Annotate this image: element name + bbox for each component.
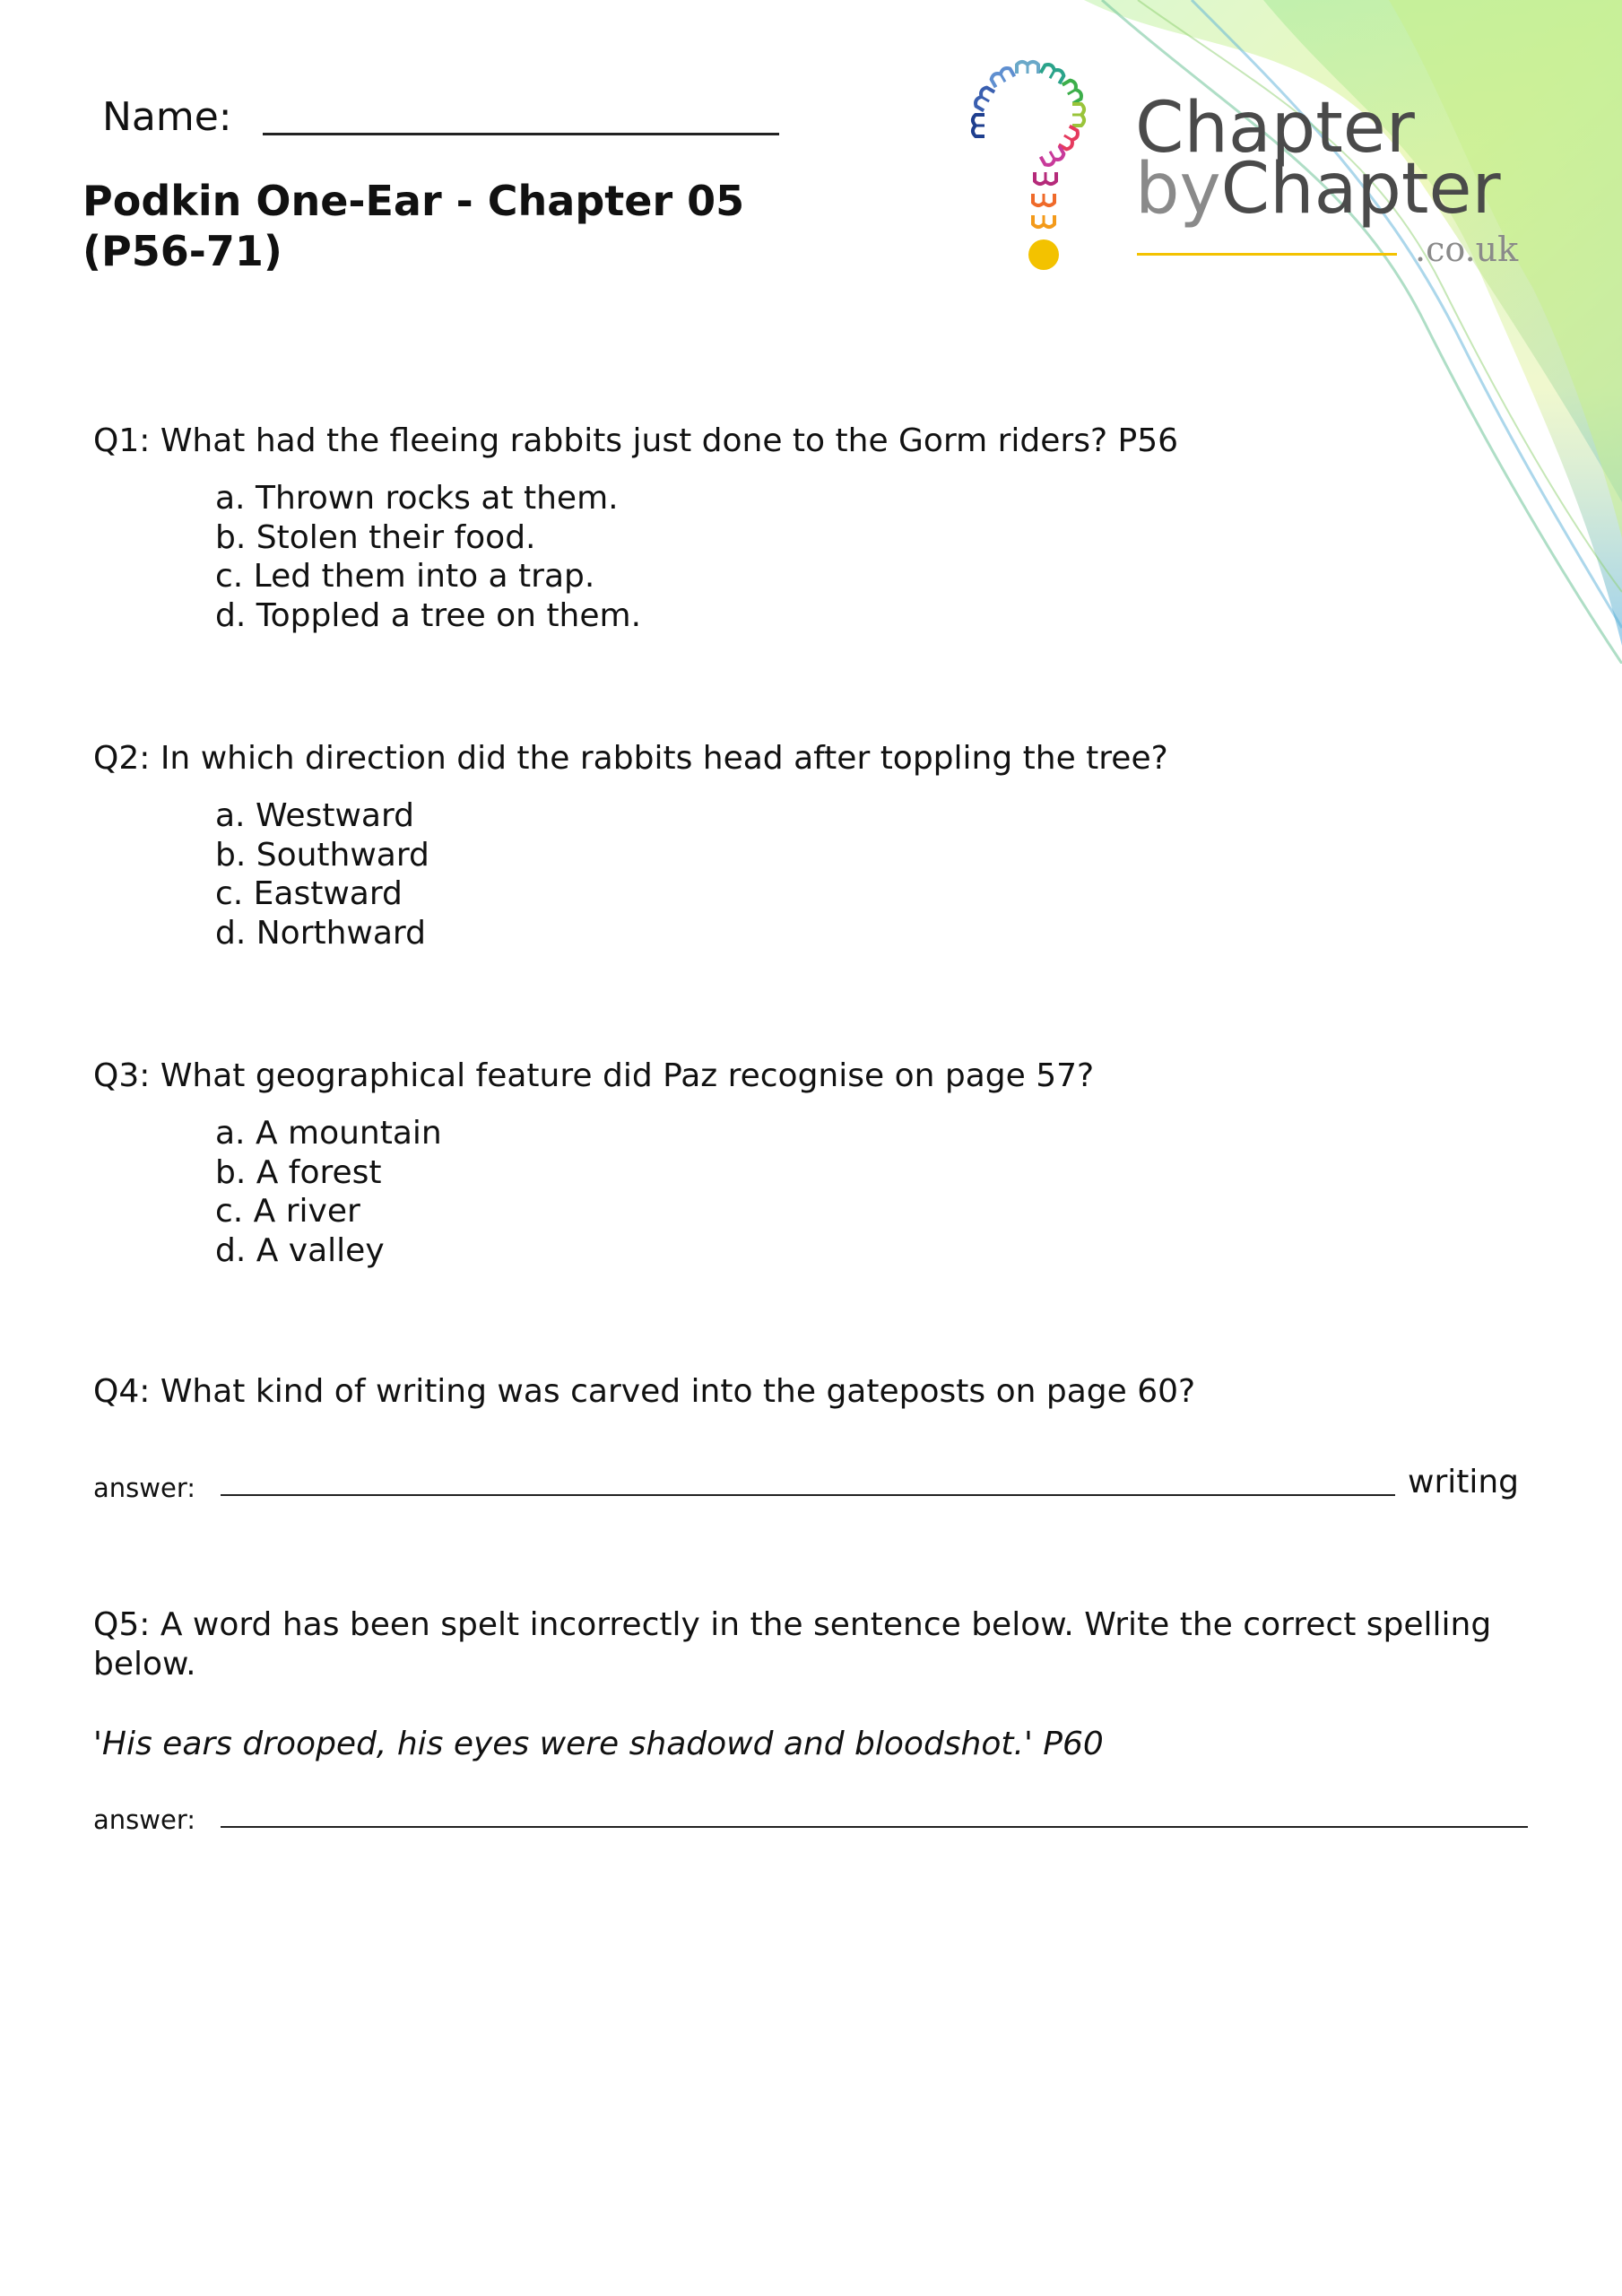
answer-label: answer: [93,1473,196,1503]
question-4-text: Q4: What kind of writing was carved into the gateposts on page 60? [93,1373,1196,1410]
question-2-text: Q2: In which direction did the rabbits head after toppling the tree? [93,740,1168,777]
chapter-by-chapter-logo [959,52,1533,321]
logo-book-10 [1035,172,1056,184]
logo-book-7 [1072,104,1084,126]
question-5-quote: 'His ears drooped, his eyes were shadowd and bloodshot.' P60 [93,1726,1104,1762]
question-2-options [215,796,1528,952]
worksheet-title: Podkin One-Ear - Chapter 05 (P56-71) [82,177,745,275]
logo-book-3 [990,66,1014,87]
option-c[interactable]: c. Led them into a trap. [215,558,595,595]
question-2 [93,739,1528,952]
option-b[interactable]: b. Stolen their food. [215,518,536,556]
question-3-text: Q3: What geographical feature did Paz recognise on page 57? [93,1057,1095,1094]
logo-text-by: by [1135,149,1221,230]
logo-text-line1: Chapter [1135,88,1415,169]
option-b[interactable]: b. Southward [215,836,429,874]
question-5-answer-row [93,1799,1528,1844]
question-5-text: Q5: A word has been spelt incorrectly in the sentence below. Write the correct spelling below. [93,1606,1492,1683]
logo-book-8 [1059,126,1080,151]
answer-suffix: writing [1408,1464,1520,1500]
question-5 [93,1605,1528,1684]
option-d[interactable]: d. Toppled a tree on them. [215,596,642,634]
logo-book-9 [1041,146,1065,167]
logo-book-1 [973,115,984,136]
question-1-text: Q1: What had the fleeing rabbits just done to the Gorm riders? P56 [93,422,1179,459]
question-3 [93,1057,1528,1270]
logo-book-6 [1063,79,1083,103]
question-1-options [215,479,1528,635]
logo-book-5 [1041,63,1065,83]
logo-book-4 [1017,62,1038,74]
option-d[interactable]: d. A valley [215,1231,385,1269]
name-field-row [102,90,779,140]
logo-domain: .co.uk [1415,230,1519,269]
question-4 [93,1372,1528,1412]
name-label: Name: [102,94,232,140]
logo-book-2 [974,86,994,110]
option-c[interactable]: c. Eastward [215,875,403,912]
question-4-answer-row [93,1464,1528,1512]
question-1 [93,422,1528,635]
logo-book-12 [1033,215,1054,227]
answer-label: answer: [93,1805,196,1835]
answer-line[interactable] [221,1826,1528,1828]
logo-dot [1028,239,1059,270]
name-line[interactable] [263,90,779,135]
option-a[interactable]: a. A mountain [215,1115,442,1152]
question-3-options [215,1114,1528,1270]
answer-line[interactable] [221,1494,1395,1496]
logo-text-line2 [1135,149,1501,230]
option-c[interactable]: c. A river [215,1193,360,1230]
logo-text-chapter: Chapter [1220,149,1501,230]
option-a[interactable]: a. Thrown rocks at them. [215,480,619,517]
option-d[interactable]: d. Northward [215,914,426,952]
option-a[interactable]: a. Westward [215,797,414,834]
option-b[interactable]: b. A forest [215,1153,382,1191]
logo-book-11 [1033,194,1054,205]
book-question-mark-icon [959,52,1139,321]
logo-underline [1137,253,1397,256]
